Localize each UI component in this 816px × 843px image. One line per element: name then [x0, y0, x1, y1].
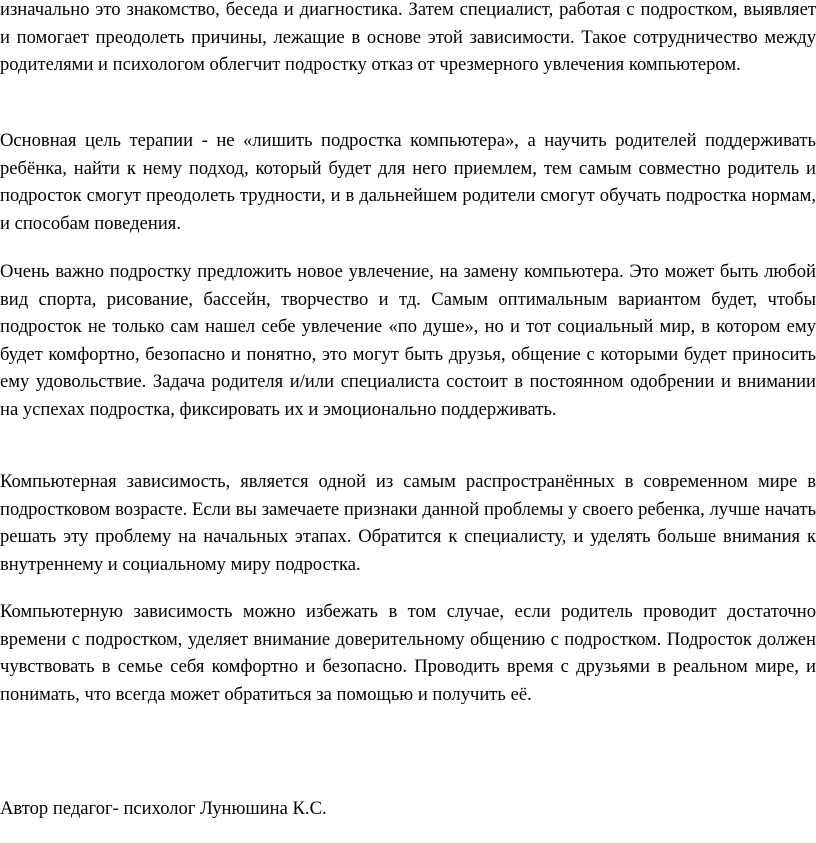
paragraph-addiction-signs: Компьютерная зависимость, является одной из самым распространённых в современном мире в подростковом возрасте. Если вы замечаете признаки данной проблемы у своего ребенка, лучше начать решать эту проблему на начальных этапах. Обратится к специалисту, и уделять больше внимания к внутреннему и социальному миру подростка. — [0, 471, 816, 575]
paragraph-prevention: Компьютерную зависимость можно избежать в том случае, если родитель проводит достаточно времени с подростком, уделяет внимание доверительному общению с подростком. Подросток должен чувствовать в семье себя комфортно и безопасно. Проводить время с друзьями в реальном мире, и понимать, что всегда может обратиться за помощью и получить её. — [0, 601, 816, 705]
paragraph-intro: изначально это знакомство, беседа и диагностика. Затем специалист, работая с подростком, выявляет и помогает преодолеть причины, лежащие в основе этой зависимости. Такое сотрудничество между родителями и психологом облегчит подростку отказ от чрезмерного увлечения компьютером. — [0, 0, 816, 75]
paragraph-therapy-goal: Основная цель терапии - не «лишить подростка компьютера», а научить родителей поддерживать ребёнка, найти к нему подход, который будет для него приемлем, тем самым совместно родитель и подросток смогут преодолеть трудности, и в дальнейшем родители смогут обучать подростка нормам, и способам поведения. — [0, 130, 816, 234]
paragraph-new-hobby: Очень важно подростку предложить новое увлечение, на замену компьютера. Это может быть любой вид спорта, рисование, бассейн, творчество и тд. Самым оптимальным вариантом будет, чтобы подросток не только сам нашел себе увлечение «по душе», но и тот социальный мир, в котором ему будет комфортно, безопасно и понятно, это могут быть друзья, общение с которыми будет приносить ему удовольствие. Задача родителя и/или специалиста состоит в постоянном одобрении и внимании на успехах подростка, фиксировать их и эмоционально поддерживать. — [0, 261, 816, 420]
author-signature: Автор педагог- психолог Лунюшина К.С. — [0, 798, 327, 819]
